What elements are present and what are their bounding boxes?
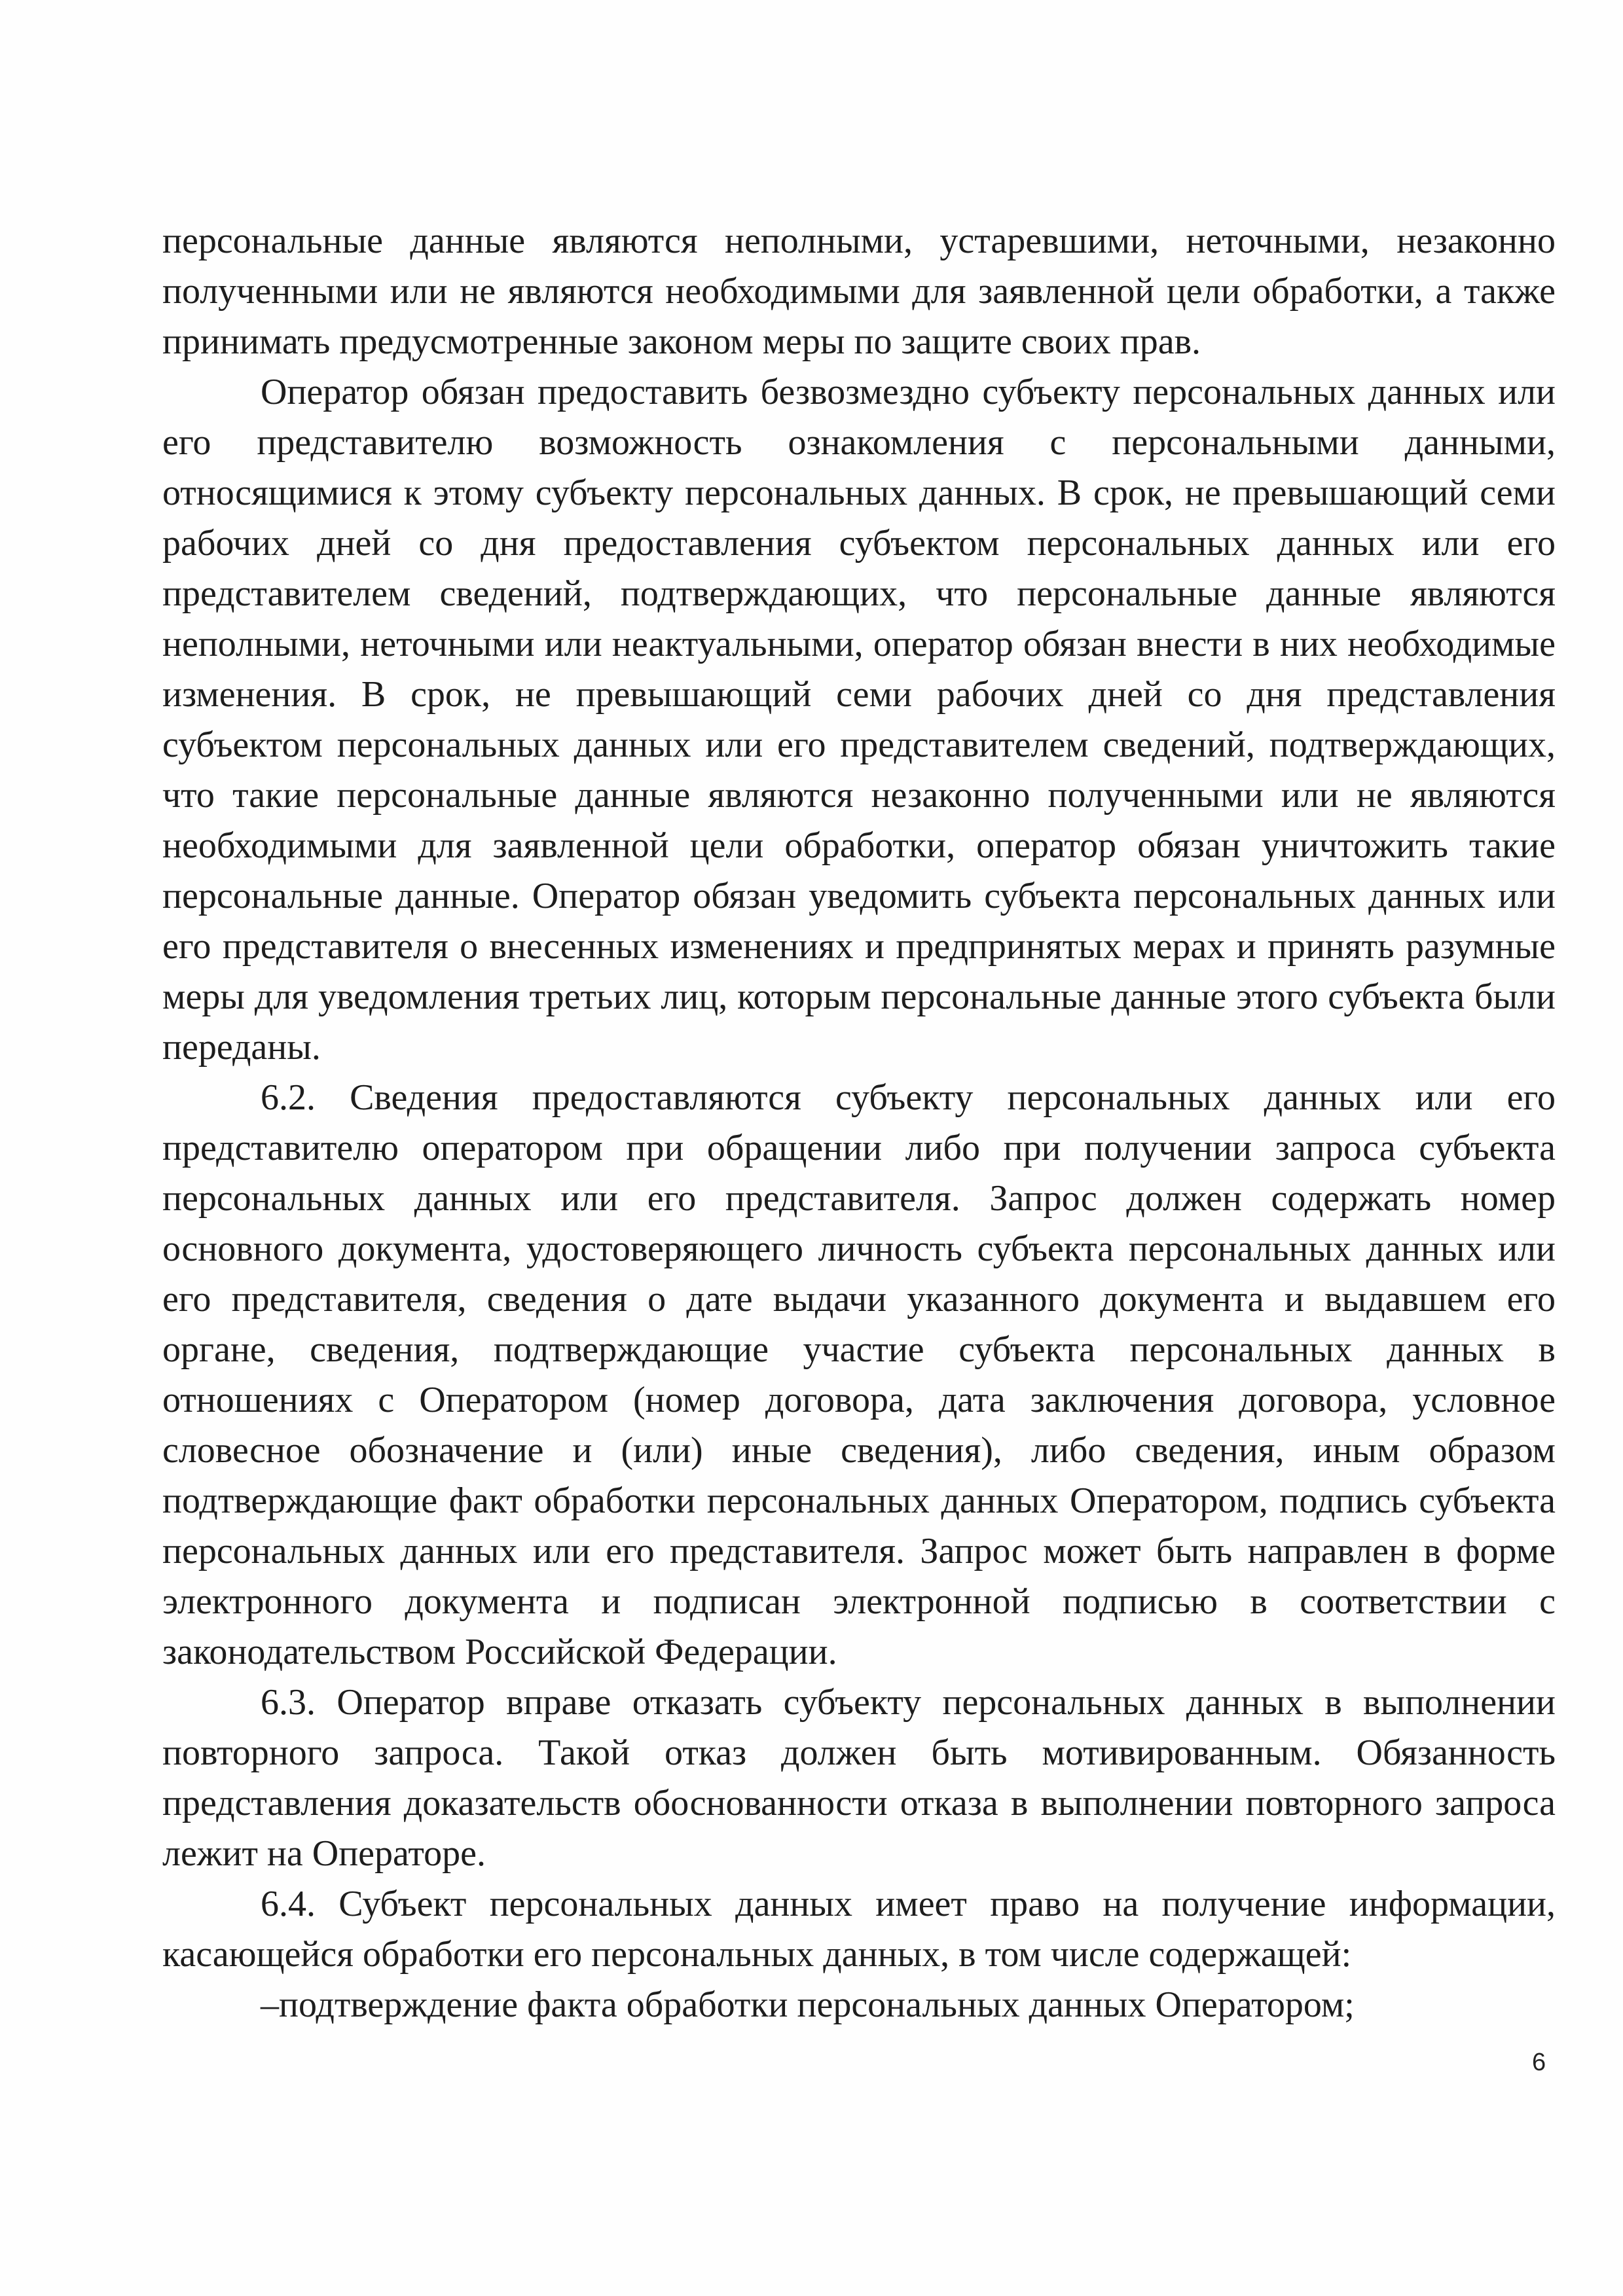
paragraph-operator-obligations: Оператор обязан предоставить безвозмездно субъекту персональных данных или его представителю возможность ознакомления с персональными данными, относящимися к этому субъекту персональных данных. В срок, не превышающий семи рабочих дней со дня предоставления субъектом персональных данных или его представителем сведений, подтверждающих, что персональные данные являются неполными, неточными или неактуальными, оператор обязан внести в них необходимые изменения. В срок, не превышающий семи рабочих дней со дня представления субъектом персональных данных или его представителем сведений, подтверждающих, что такие персональные данные являются незаконно полученными или не являются необходимыми для заявленной цели обработки, оператор обязан уничтожить такие персональные данные. Оператор обязан уведомить субъекта персональных данных или его представителя о внесенных изменениях и предпринятых мерах и принять разумные меры для уведомления третьих лиц, которым персональные данные этого субъекта были переданы. [162,372,1556,1067]
page-number: 6 [1532,2049,1546,2076]
list-item-processing-confirmation: –подтверждение факта обработки персональных данных Оператором; [261,1984,1355,2025]
document-body [162,216,1556,2030]
paragraph-6-2: 6.2. Сведения предоставляются субъекту персональных данных или его представителю оператором при обращении либо при получении запроса субъекта персональных данных или его представителя. Запрос должен содержать номер основного документа, удостоверяющего личность субъекта персональных данных или его представителя, сведения о дате выдачи указанного документа и выдавшем его органе, сведения, подтверждающие участие субъекта персональных данных в отношениях с Оператором (номер договора, дата заключения договора, условное словесное обозначение и (или) иные сведения), либо сведения, иным образом подтверждающие факт обработки персональных данных Оператором, подпись субъекта персональных данных или его представителя. Запрос может быть направлен в форме электронного документа и подписан электронной подписью в соответствии с законодательством Российской Федерации. [162,1077,1556,1672]
paragraph-continuation: персональные данные являются неполными, устаревшими, неточными, незаконно полученными или не являются необходимыми для заявленной цели обработки, а также принимать предусмотренные законом меры по защите своих прав. [162,221,1556,362]
paragraph-6-3: 6.3. Оператор вправе отказать субъекту персональных данных в выполнении повторного запроса. Такой отказ должен быть мотивированным. Обязанность представления доказательств обоснованности отказа в выполнении повторного запроса лежит на Операторе. [162,1682,1556,1874]
paragraph-6-4: 6.4. Субъект персональных данных имеет право на получение информации, касающейся обработки его персональных данных, в том числе содержащей: [162,1884,1556,1975]
